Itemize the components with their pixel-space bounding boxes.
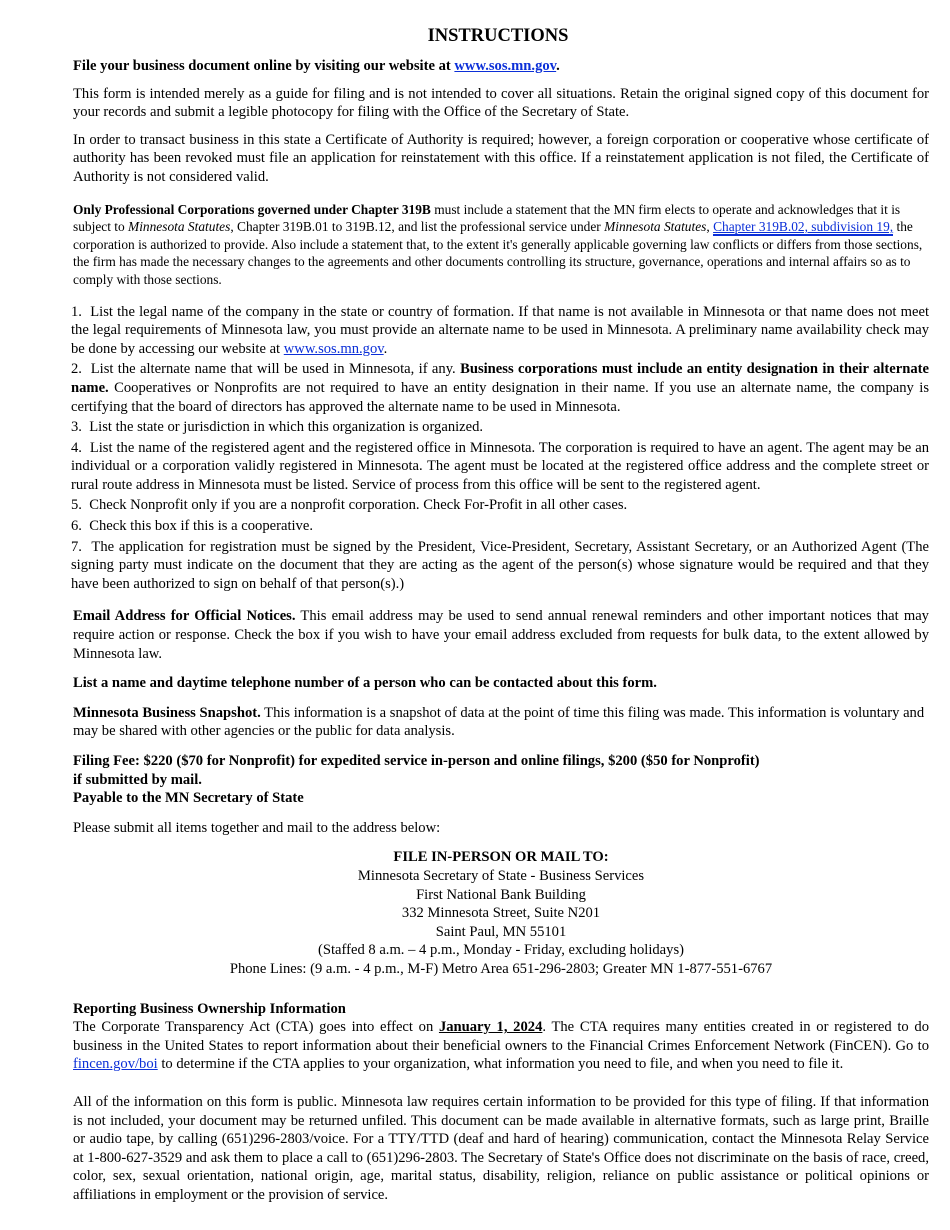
contact-paragraph: List a name and daytime telephone number of a person who can be contacted about this form. [73, 675, 657, 692]
online-filing-line: File your business document online by visiting our website at www.sos.mn.gov. [73, 58, 560, 74]
fincen-link[interactable]: fincen.gov/boi [73, 1056, 158, 1073]
numbered-instructions [71, 303, 929, 594]
list-item: 7. The application for registration must be signed by the President, Vice-President, Secretary, Assistant Secretary, or an Authorized Agent (The signing party must indicate on the document that they are acting as the agent of the person(s) whose signature would be required and that they have been authorized to sign on behalf of that person(s).) [71, 538, 929, 592]
list-item: 5. Check Nonprofit only if you are a nonprofit corporation. Check For-Profit in all other cases. [71, 497, 628, 514]
sos-website-link[interactable]: www.sos.mn.gov [454, 58, 557, 74]
list-item: 3. List the state or jurisdiction in which this organization is organized. [71, 419, 484, 436]
cta-heading: Reporting Business Ownership Information [73, 1000, 346, 1017]
email-paragraph: Email Address for Official Notices. This email address may be used to send annual renewal reminders and other important notices that may require action or response. Check the box if you wish to have your email address excluded from requests for bulk data, to the extent allowed by Minnesota law. [73, 608, 929, 662]
cta-section [73, 1000, 929, 1074]
submit-paragraph: Please submit all items together and mail to the address below: [73, 819, 441, 836]
professional-corporations-paragraph: Only Professional Corporations governed under Chapter 319B must include a statement that the MN firm elects to operate and acknowledges that it is subject to Minnesota Statutes, Chapter 319B.01 to 319B.12, and list the professional service under Minnesota Statutes, Chapter 319B.02, subdivision 19, the corporation is authorized to provide. Also include a statement that, to the extent it's generally applicable governing law conflicts or differs from those sections, the firm has made the necessary changes to the agreements and other documents controlling its structure, governance, operations and internal affairs so as to comply with those sections. [73, 201, 923, 287]
chapter-319b-link[interactable]: Chapter 319B.02, subdivision 19, [713, 219, 894, 235]
list-item: 1. List the legal name of the company in the state or country of formation. If that name is not available in Minnesota or that name does not meet the legal requirements of Minnesota law, you must provide an alternate name to be used in Minnesota. A preliminary name availability check may be done by accessing our website at www.sos.mn.gov. [71, 303, 929, 357]
certificate-paragraph: In order to transact business in this state a Certificate of Authority is required; however, a foreign corporation or cooperative whose certificate of authority has been revoked must file an application for reinstatement with this office. If a reinstatement application is not filed, the Certificate of Authority is not considered valid. [73, 131, 929, 185]
sos-website-link-2[interactable]: www.sos.mn.gov [283, 340, 384, 357]
filing-fee: Filing Fee: $220 ($70 for Nonprofit) for expedited service in-person and online filings, $200 ($50 for Nonprofit) if submitted by mail. Payable to the MN Secretary of State [73, 753, 760, 807]
online-filing-text: File your business document online by visiting our website at [73, 58, 455, 74]
list-item: 2. List the alternate name that will be used in Minnesota, if any. Business corporations must include an entity designation in their alternate name. Cooperatives or Nonprofits are not required to have an entity designation in their name. If you use an alternate name, the company is certifying that the board of directors has approved the alternate name to be used in Minnesota. [71, 361, 929, 415]
list-item: 6. Check this box if this is a cooperative. [71, 518, 313, 535]
cta-paragraph: The Corporate Transparency Act (CTA) goes into effect on January 1, 2024. The CTA requires many entities created in or registered to do business in the United States to report information about their beneficial owners to the Financial Crimes Enforcement Network (FinCEN). Go to fincen.gov/boi to determine if the CTA applies to your organization, what information you need to file, and when you need to file it. [73, 1019, 930, 1073]
mailing-address: FILE IN-PERSON OR MAIL TO: Minnesota Secretary of State - Business Services First National Bank Building 332 Minnesota Street, Suite N201 Saint Paul, MN 55101 (Staffed 8 a.m. – 4 p.m., Monday - Friday, excluding holidays) Phone Lines: (9 a.m. - 4 p.m., M-F) Metro Area 651-296-2803; Greater MN 1-877-551-6767 [229, 849, 773, 977]
public-information-paragraph: All of the information on this form is public. Minnesota law requires certain information to be provided for this type of filing. If that information is not included, your document may be returned unfiled. This document can be made available in alternative formats, such as large print, Braille or audio tape, by calling (651)296-2803/voice. For a TTY/TTD (deaf and hard of hearing) communication, contact the Minnesota Relay Service at 1-800-627-3529 and ask them to place a call to (651)296-2803. The Secretary of State's Office does not discriminate on the basis of race, creed, color, sex, sexual orientation, national origin, age, marital status, disability, religion, reliance on public assistance or political opinions or affiliations in employment or the provision of service. [73, 1093, 929, 1203]
snapshot-paragraph: Minnesota Business Snapshot. This information is a snapshot of data at the point of time this filing was made. This information is voluntary and may be shared with other agencies or the public for data analysis. [73, 704, 925, 740]
list-item: 4. List the name of the registered agent and the registered office in Minnesota. The corporation is required to have an agent. The agent may be an individual or a corporation validly registered in Minnesota. The agent must be located at the registered office address and the complete street or rural route address in Minnesota must be listed. Service of process from this office will be sent to the registered agent. [71, 439, 929, 493]
intro-paragraph: This form is intended merely as a guide for filing and is not intended to cover all situations. Retain the original signed copy of this document for your records and submit a legible photocopy for filing with the Office of the Secretary of State. [73, 85, 929, 121]
page-title: INSTRUCTIONS [427, 26, 569, 46]
instructions-page [73, 24, 929, 1204]
